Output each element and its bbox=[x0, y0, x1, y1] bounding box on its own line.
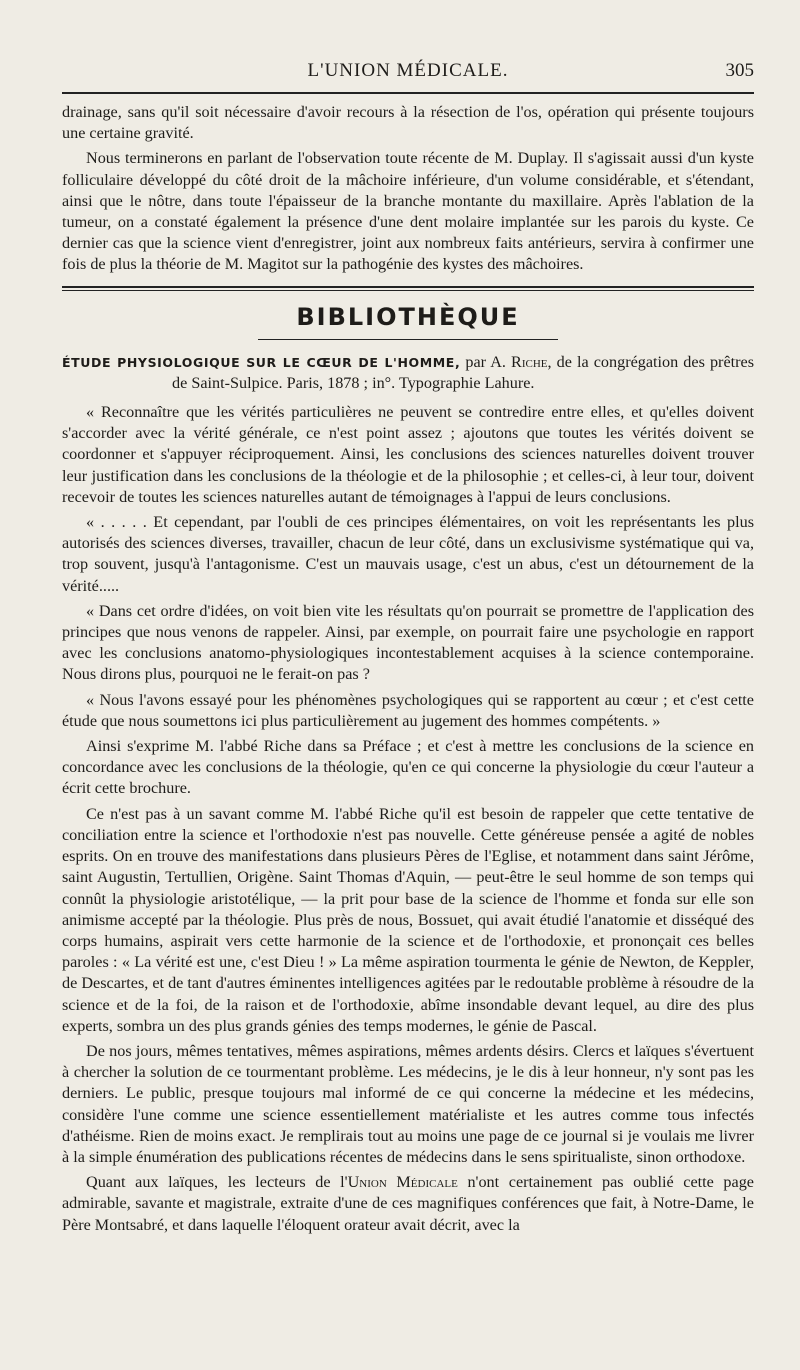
paragraph: Nous terminerons en parlant de l'observation toute récente de M. Duplay. Il s'agissait aussi d'un kyste folliculaire développé du côté droit de la mâchoire inférieure, d'un volume considérable, et s'étendant, ainsi que le nôtre, dans toute l'épaisseur de la branche montante du maxillaire. Après l'ablation de la tumeur, on a constaté également la présence d'une dent molaire implantée sur les parois du kyste. Ce dernier cas que la science vient d'enregistrer, joint aux nombreux faits antérieurs, servira à confirmer une fois de plus la théorie de M. Magitot sur la pathogénie des kystes des mâchoires. bbox=[62, 149, 754, 274]
header-rule bbox=[62, 92, 754, 94]
paragraph bbox=[62, 1172, 754, 1236]
journal-name: Union Médicale bbox=[347, 1173, 458, 1192]
paragraph: « . . . . . Et cependant, par l'oubli de ces principes élémentaires, on voit les représentants les plus autorisés des sciences diverses, travailler, chacun de leur côté, dans un exclusivisme systématique qui va, trop souvent, jusqu'à l'antagonisme. C'est un mauvais usage, c'est un abus, c'est un détournement de la vérité..... bbox=[62, 513, 754, 595]
page-number: 305 bbox=[725, 60, 754, 81]
book-details: , de la congrégation des prêtres de Saint-Sulpice. Paris, 1878 ; in°. Typographie Lahure. bbox=[172, 352, 755, 392]
section-separator bbox=[62, 286, 754, 291]
paragraph: Ainsi s'exprime M. l'abbé Riche dans sa Préface ; et c'est à mettre les conclusions de la science en concordance avec les conclusions de la théologie, qu'en ce qui concerne la physiologie du cœur l'auteur a écrit cette brochure. bbox=[62, 737, 754, 798]
book-by: par A. bbox=[465, 352, 506, 371]
paragraph: « Dans cet ordre d'idées, on voit bien vite les résultats qu'on pourrait se promettre de l'application des principes que nous venons de rappeler. Ainsi, par exemple, on pourrait faire une psychologie en rapport avec les conclusions anatomo-physiologiques incontestablement acquises à la science contemporaine. Nous dirons plus, pourquoi ne le ferait-on pas ? bbox=[62, 601, 754, 684]
paragraph: « Reconnaître que les vérités particulières ne peuvent se contredire entre elles, et qu'elles doivent s'accorder avec la vérité générale, ce n'est point assez ; ajoutons que toutes les vérités doivent se coordonner et s'appuyer réciproquement. Ainsi, les conclusions des sciences naturelles doivent trouver leur justification dans les conclusions de la théologie et de la philosophie ; et celles-ci, à leur tour, doivent recevoir de toutes les sciences naturelles autant de témoignages à l'appui de leurs conclusions. bbox=[62, 403, 754, 506]
paragraph-start: Quant aux laïques, les lecteurs de l' bbox=[86, 1173, 348, 1192]
book-author: Riche bbox=[511, 352, 548, 371]
title-rule bbox=[258, 339, 558, 340]
paragraph: De nos jours, mêmes tentatives, mêmes aspirations, mêmes ardents désirs. Clercs et laïques s'évertuent à chercher la solution de ce tourmentant problème. Les médecins, je le dis à leur honneur, n'y sont pas les derniers. Le public, presque toujours mal informé de ce qui concerne la médecine et les médecins, considère l'une comme une science essentiellement matérialiste et les autres comme tous infectés d'athéisme. Rien de moins exact. Je remplirais tout au moins une page de ce journal si je voulais me livrer à la simple énumération des publications récentes de médecins dans le sens spiritualiste, sinon orthodoxe. bbox=[62, 1041, 754, 1166]
book-reference bbox=[62, 352, 754, 394]
journal-title: L'UNION MÉDICALE. bbox=[307, 60, 509, 81]
running-head bbox=[62, 58, 754, 84]
paragraph: « Nous l'avons essayé pour les phénomènes psychologiques qui se rapportent au cœur ; et c'est cette étude que nous soumettons ici plus particulièrement au jugement des hommes compétents. » bbox=[62, 690, 754, 730]
paragraph: Ce n'est pas à un savant comme M. l'abbé Riche qu'il est besoin de rappeler que cette tentative de conciliation entre la science et l'orthodoxie n'est pas nouvelle. Cette généreuse pensée a agité de nobles esprits. On en trouve des manifestations dans plusieurs Pères de l'Eglise, et notamment dans saint Jérôme, saint Augustin, Tertullien, Origène. Saint Thomas d'Aquin, — peut-être le seul homme de son temps qui connût la physiologie aristotélique, — la prit pour base de la science de l'homme et fonda sur elle son animisme accepté par la théologie. Plus près de nous, Bossuet, qui avait étudié l'anatomie et disséqué des corps humains, aspirait vers cette harmonie de la science et de l'orthodoxie, et prononçait ces belles paroles : « La vérité est une, c'est Dieu ! » La même aspiration tourmenta le génie de Newton, de Keppler, de Descartes, et de tant d'autres éminentes intelligences agitées par le redoutable problème à résoudre de la science et de la foi, de la raison et de l'orthodoxie, abîme insondable devant lequel, au dire des plus experts, sombra un des plus grands génies des temps modernes, le génie de Pascal. bbox=[62, 804, 754, 1035]
book-title: ÉTUDE PHYSIOLOGIQUE SUR LE CŒUR DE L'HOMME, bbox=[62, 354, 461, 370]
paragraph-end: n'ont certainement pas oublié cette page admirable, savante et magistrale, extraite d'une de ces magnifiques conférences que fait, à Notre-Dame, le Père Montsabré, et dans laquelle l'éloquent orateur avait décrit, avec la bbox=[62, 1173, 754, 1234]
paragraph: drainage, sans qu'il soit nécessaire d'avoir recours à la résection de l'os, opération qui présente toujours une certaine gravité. bbox=[62, 103, 754, 143]
section-title: BIBLIOTHÈQUE bbox=[296, 302, 520, 331]
